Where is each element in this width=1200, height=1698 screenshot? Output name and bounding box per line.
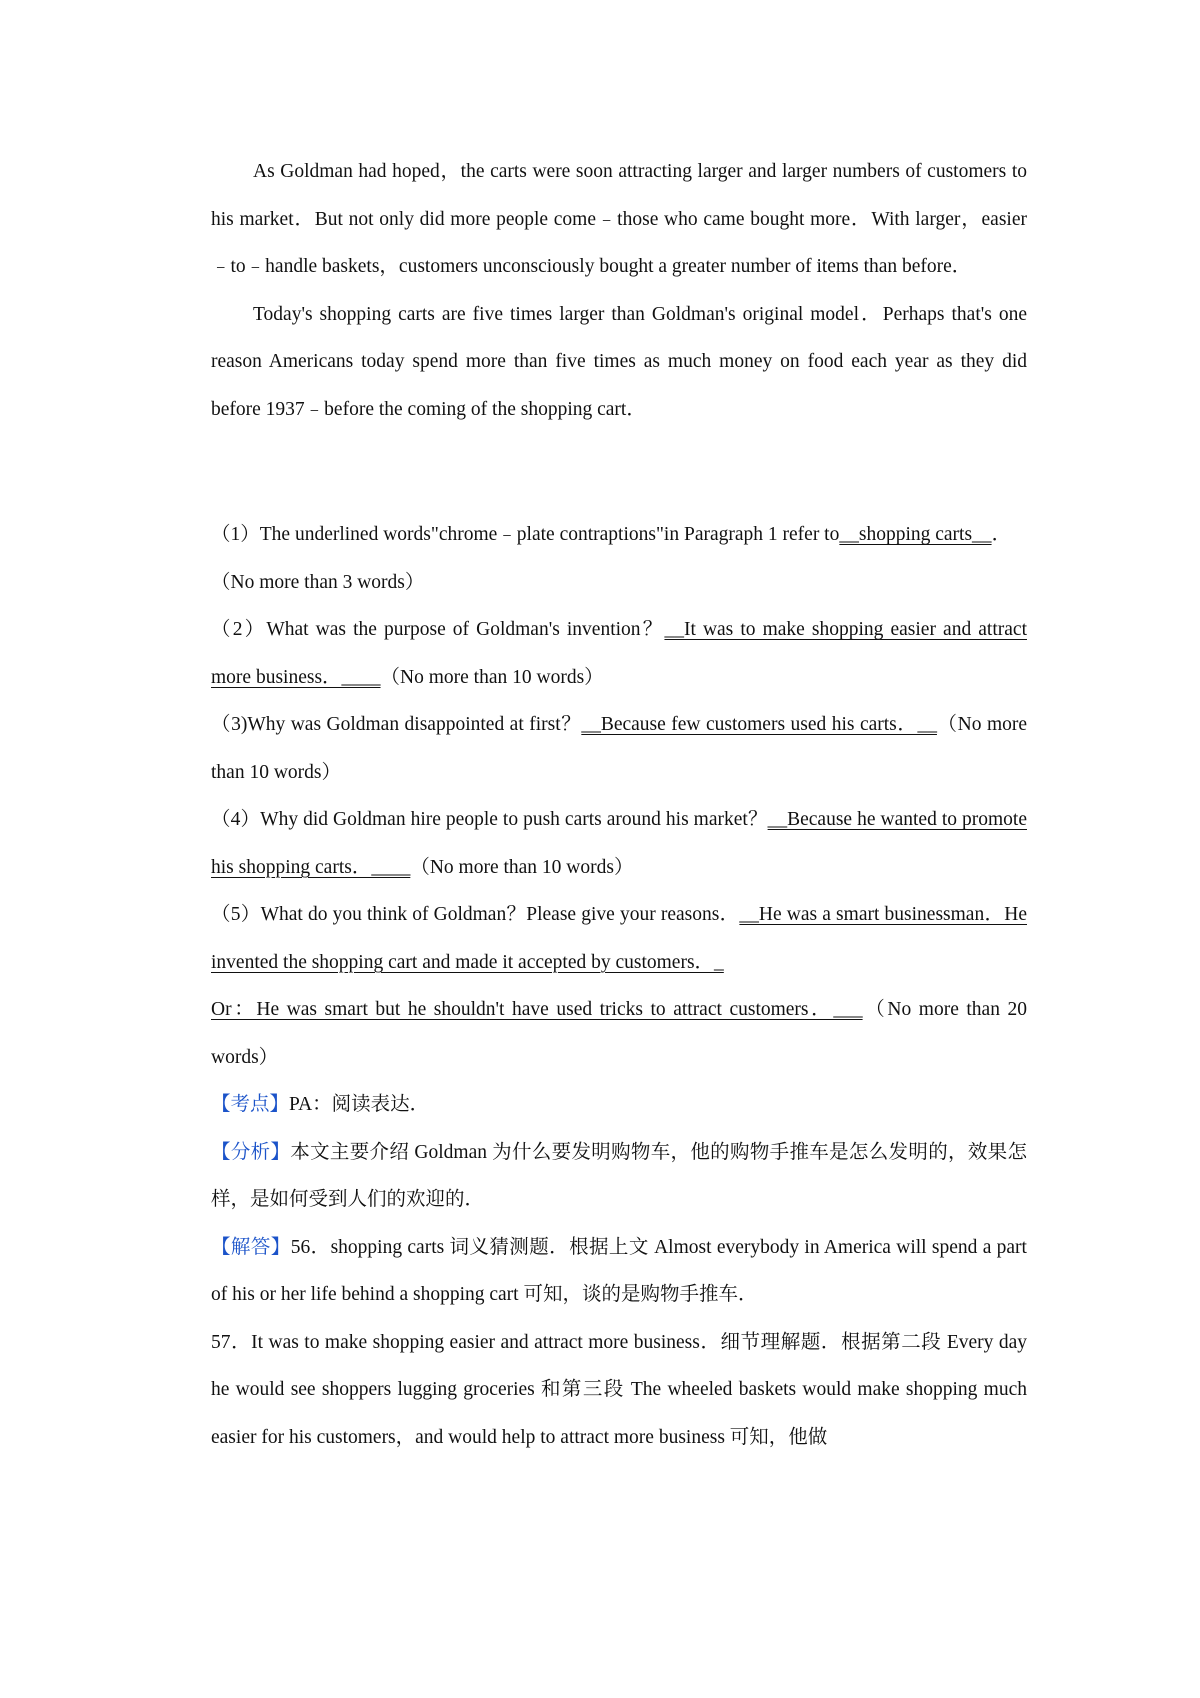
question-3-answer: __Because few customers used his carts．__	[581, 714, 937, 735]
question-5-text: （5）What do you think of Goldman？Please give your reasons．	[211, 904, 740, 925]
question-5-answer-2: Or：He was smart but he shouldn't have used tricks to attract customers．___	[211, 999, 863, 1020]
question-5-cont	[211, 986, 1027, 1081]
question-3-limit: （No more than 10 words）	[211, 714, 1028, 783]
kaodian-line	[211, 1081, 1027, 1129]
question-4-limit: （No more than 10 words）	[410, 856, 634, 878]
fenxi-line	[211, 1129, 1027, 1224]
jieda-line	[211, 1224, 1027, 1319]
question-3-text: （3)Why was Goldman disappointed at first？	[211, 714, 582, 735]
kaodian-text: PA：阅读表达．	[289, 1094, 430, 1115]
question-4	[211, 796, 1027, 891]
question-2-limit: （No more than 10 words）	[380, 666, 604, 688]
fenxi-tag: 【分析】	[211, 1141, 291, 1163]
question-2	[211, 606, 1027, 701]
question-1-limit: （No more than 3 words）	[211, 571, 425, 593]
jieda-tag: 【解答】	[211, 1236, 291, 1258]
kaodian-tag: 【考点】	[211, 1094, 290, 1115]
question-3	[211, 701, 1027, 796]
passage-paragraph-1: As Goldman had hoped，the carts were soon attracting larger and larger numbers of customers to his market．But not only did more people come﹣those who came bought more．With larger，easier﹣to﹣handle baskets，customers unconsciously bought a greater number of items than before．	[211, 161, 1027, 277]
jieda-text: 56．shopping carts 词义猜测题．根据上文 Almost everybody in America will spend a part of his or her life behind a shopping cart 可知，谈的是购物手推车．	[211, 1236, 1027, 1305]
question-5-limit: （No more than 20 words）	[211, 999, 1027, 1068]
question-5	[211, 891, 1027, 986]
question-5-answer-1: __He was a smart businessman．He invented the shopping cart and made it accepted by customers．_	[211, 904, 1027, 973]
question-4-answer: __Because he wanted to promote his shopping carts．____	[211, 809, 1027, 878]
question-2-answer: __It was to make shopping easier and attract more business．____	[211, 619, 1027, 688]
fenxi-text: 本文主要介绍 Goldman 为什么要发明购物车，他的购物手推车是怎么发明的，效果怎样，是如何受到人们的欢迎的．	[211, 1141, 1027, 1210]
passage-paragraph-2: Today's shopping carts are five times larger than Goldman's original model．Perhaps that's one reason Americans today spend more than five times as much money on food each year as they did before 1937﹣before the coming of the shopping cart．	[211, 303, 1027, 420]
question-1-text: （1）The underlined words"chrome﹣plate contraptions"in Paragraph 1 refer to	[211, 524, 840, 545]
question-4-text: （4）Why did Goldman hire people to push carts around his market？	[211, 809, 768, 830]
question-1-answer: __shopping carts__	[839, 524, 992, 545]
section-gap	[211, 433, 1027, 511]
question-1	[211, 511, 1027, 559]
question-2-text: （2）What was the purpose of Goldman's invention？	[211, 619, 665, 640]
question-1-tail: ．	[991, 524, 1012, 545]
document-page	[211, 148, 1027, 1461]
item-57: 57．It was to make shopping easier and attract more business．细节理解题．根据第二段 Every day he would see shoppers lugging groceries 和第三段 The wheeled baskets would make shopping much easier for his customers，and would help to attract more business 可知，他做	[211, 1331, 1027, 1448]
